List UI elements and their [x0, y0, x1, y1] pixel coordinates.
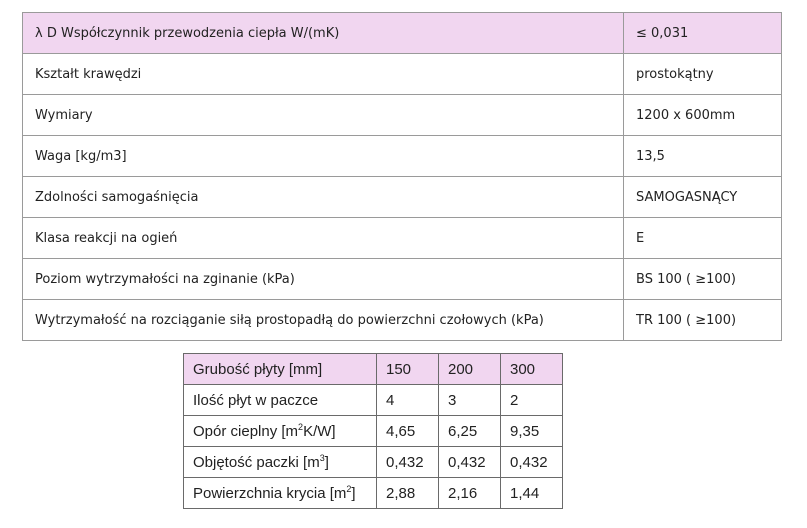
table-row — [23, 95, 782, 136]
cell-value: 0,432 — [501, 447, 563, 478]
cell-value: 1,44 — [501, 478, 563, 509]
property-label: Waga [kg/m3] — [23, 136, 624, 177]
table-row — [23, 54, 782, 95]
cell-value: 6,25 — [439, 416, 501, 447]
thickness-value: 150 — [377, 354, 439, 385]
table-header-row — [184, 354, 563, 385]
row-label: Ilość płyt w paczce — [184, 385, 377, 416]
table-row — [23, 177, 782, 218]
property-value: 1200 x 600mm — [624, 95, 782, 136]
cell-value: 3 — [439, 385, 501, 416]
property-value: TR 100 ( ≥100) — [624, 300, 782, 341]
thickness-value: 200 — [439, 354, 501, 385]
row-label: Powierzchnia krycia $[m^2]$ — [184, 478, 377, 509]
property-value: SAMOGASNĄCY — [624, 177, 782, 218]
property-value: 13,5 — [624, 136, 782, 177]
table-row — [23, 300, 782, 341]
property-value: ≤ 0,031 — [624, 13, 782, 54]
table-row — [23, 218, 782, 259]
table-row — [23, 13, 782, 54]
table-row — [184, 447, 563, 478]
thickness-value: 300 — [501, 354, 563, 385]
property-label: Kształt krawędzi — [23, 54, 624, 95]
cell-value: 2 — [501, 385, 563, 416]
row-label: Objętość paczki $[m^3]$ — [184, 447, 377, 478]
property-label: Zdolności samogaśnięcia — [23, 177, 624, 218]
property-label: Wytrzymałość na rozciąganie siłą prostopadłą do powierzchni czołowych (kPa) — [23, 300, 624, 341]
property-value: E — [624, 218, 782, 259]
table-row — [23, 259, 782, 300]
cell-value: 4,65 — [377, 416, 439, 447]
packaging-table — [183, 353, 563, 509]
property-label: Wymiary — [23, 95, 624, 136]
table-row — [184, 478, 563, 509]
property-value: prostokątny — [624, 54, 782, 95]
cell-value: 4 — [377, 385, 439, 416]
table-row — [23, 136, 782, 177]
cell-value: 2,16 — [439, 478, 501, 509]
cell-value: 0,432 — [377, 447, 439, 478]
cell-value: 0,432 — [439, 447, 501, 478]
row-label: Opór cieplny $[m^2K/W]$ — [184, 416, 377, 447]
table-row — [184, 385, 563, 416]
property-value: BS 100 ( ≥100) — [624, 259, 782, 300]
cell-value: 9,35 — [501, 416, 563, 447]
thickness-label: Grubość płyty [mm] — [184, 354, 377, 385]
properties-table — [22, 12, 782, 341]
property-label: λ D Współczynnik przewodzenia ciepła W/(mK) — [23, 13, 624, 54]
cell-value: 2,88 — [377, 478, 439, 509]
property-label: Klasa reakcji na ogień — [23, 218, 624, 259]
property-label: Poziom wytrzymałości na zginanie (kPa) — [23, 259, 624, 300]
table-row — [184, 416, 563, 447]
